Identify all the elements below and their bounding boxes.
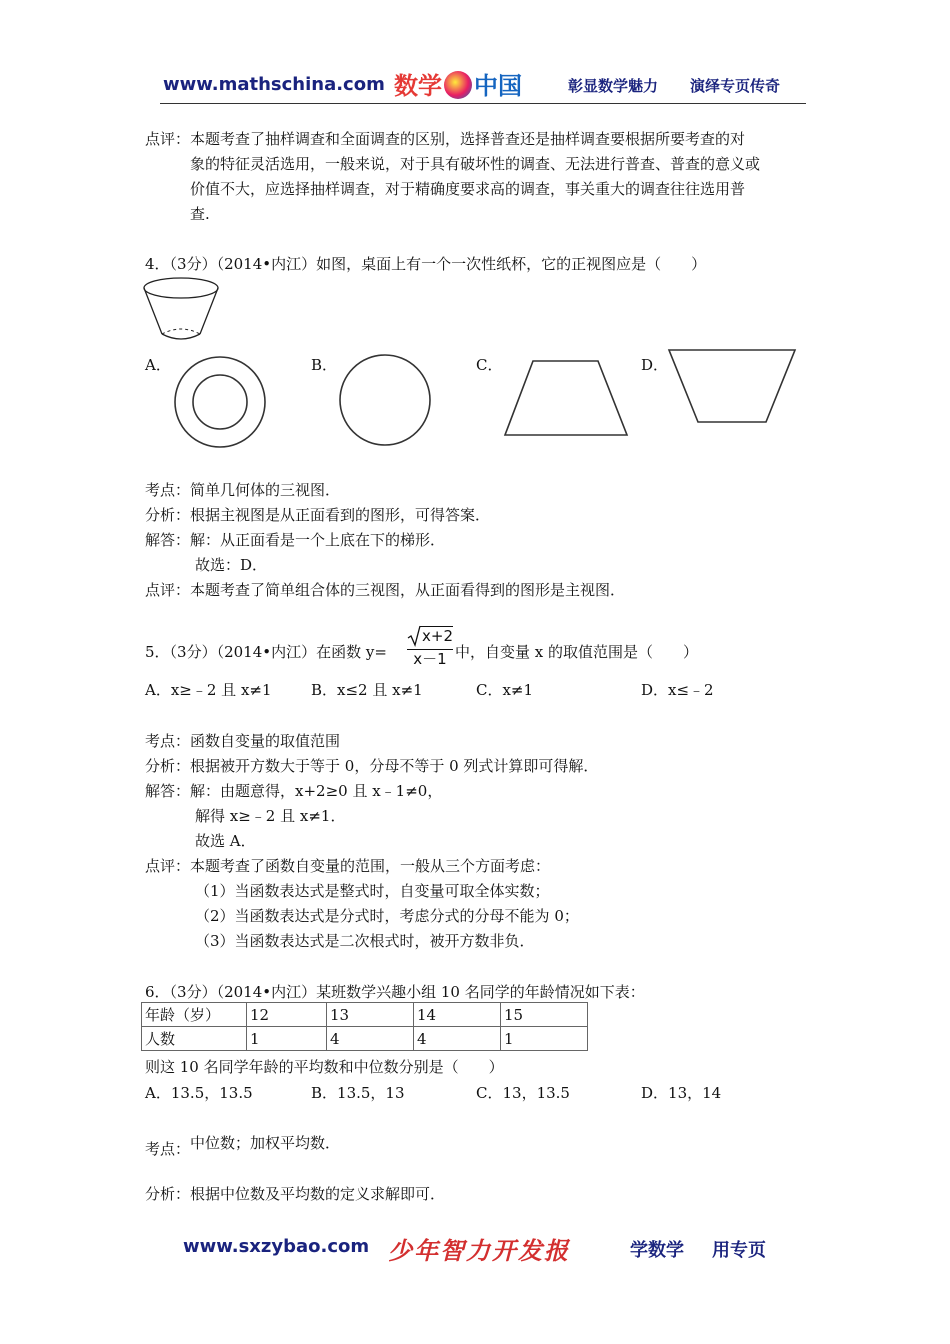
- logo-char-2: 学: [418, 72, 442, 100]
- q5-option-d[interactable]: D．x≤﹣2: [641, 681, 714, 699]
- q6-option-b[interactable]: B．13.5，13: [311, 1084, 405, 1102]
- q3-comment-label: 点评：: [145, 130, 191, 148]
- q5-jieda-line-2: 解得 x≥﹣2 且 x≠1．: [195, 807, 346, 825]
- table-row: [142, 1027, 588, 1051]
- q4-option-d-figure: [665, 346, 799, 426]
- q4-stem: 4．（3分）（2014•内江）如图，桌面上有一个一次性纸杯，它的正视图应是（ ）: [145, 255, 707, 273]
- q4-dianping-label: 点评：: [145, 581, 191, 599]
- table-cell: 4: [414, 1027, 501, 1051]
- globe-icon: [444, 71, 472, 99]
- q3-comment-line-3: 价值不大，应选择抽样调查，对于精确度要求高的调查，事关重大的调查往往选用普: [190, 180, 746, 198]
- logo-char-4: 国: [498, 72, 522, 100]
- q5-fenxi-label: 分析：: [145, 757, 191, 775]
- q5-kaodian-label: 考点：: [145, 732, 191, 750]
- q5-fenxi: 根据被开方数大于等于 0，分母不等于 0 列式计算即可得解．: [190, 757, 599, 775]
- q4-kaodian-label: 考点：: [145, 481, 191, 499]
- table-cell: 1: [247, 1027, 327, 1051]
- q4-jieda-line-1: 解：从正面看是一个上底在下的梯形．: [190, 531, 446, 549]
- q6-kaodian: 中位数；加权平均数．: [190, 1134, 341, 1152]
- site-logo: [394, 66, 522, 101]
- q4-fenxi-label: 分析：: [145, 506, 191, 524]
- header-slogan-2: 演绎专页传奇: [690, 77, 781, 95]
- table-cell: 15: [501, 1003, 588, 1027]
- q4-option-c-figure: [500, 357, 632, 439]
- q4-option-b-label[interactable]: B．: [311, 356, 338, 374]
- q4-jieda-line-2: 故选：D．: [195, 556, 268, 574]
- sqrt-icon: [407, 625, 421, 647]
- q6-option-c[interactable]: C．13，13.5: [476, 1084, 570, 1102]
- table-cell: 人数: [142, 1027, 247, 1051]
- q6-option-a[interactable]: A．13.5，13.5: [145, 1084, 253, 1102]
- q3-comment-line-2: 象的特征灵活选用，一般来说，对于具有破坏性的调查、无法进行普查、普查的意义或: [190, 155, 761, 173]
- q4-dianping: 本题考查了简单组合体的三视图，从正面看得到的图形是主视图．: [190, 581, 626, 599]
- q5-dianping: 本题考查了函数自变量的范围，一般从三个方面考虑：: [190, 857, 551, 875]
- table-cell: 年龄（岁）: [142, 1003, 247, 1027]
- q5-option-a[interactable]: A．x≥﹣2 且 x≠1: [145, 681, 272, 699]
- footer-word-1: 学数学: [630, 1240, 684, 1261]
- table-cell: 1: [501, 1027, 588, 1051]
- q3-comment-line-1: 本题考查了抽样调查和全面调查的区别，选择普查还是抽样调查要根据所要考查的对: [190, 130, 746, 148]
- table-cell: 14: [414, 1003, 501, 1027]
- q5-dianping-label: 点评：: [145, 857, 191, 875]
- table-cell: 12: [247, 1003, 327, 1027]
- q6-fenxi: 根据中位数及平均数的定义求解即可．: [190, 1185, 446, 1203]
- paper-cup-figure: [140, 274, 224, 346]
- logo-char-3: 中: [474, 72, 498, 100]
- q5-jieda-line-3: 故选 A．: [195, 832, 256, 850]
- q5-option-c[interactable]: C．x≠1: [476, 681, 534, 699]
- q6-question: 则这 10 名同学年龄的平均数和中位数分别是（ ）: [145, 1058, 504, 1076]
- q4-option-d-label[interactable]: D．: [641, 356, 669, 374]
- header-url[interactable]: www.mathschina.com: [163, 74, 385, 95]
- q5-fraction: [407, 625, 453, 668]
- table-row: [142, 1003, 588, 1027]
- q4-jieda-label: 解答：: [145, 531, 191, 549]
- q4-fenxi: 根据主视图是从正面看到的图形，可得答案．: [190, 506, 491, 524]
- q5-dianping-item-1: （1）当函数表达式是整式时，自变量可取全体实数；: [195, 882, 550, 900]
- footer-url[interactable]: www.sxzybao.com: [183, 1236, 370, 1257]
- q5-stem-pre: 5．（3分）（2014•内江）在函数 y=: [145, 643, 387, 661]
- q4-option-a-label[interactable]: A．: [145, 356, 171, 374]
- table-cell: 4: [327, 1027, 414, 1051]
- q6-fenxi-label: 分析：: [145, 1185, 191, 1203]
- q5-dianping-item-3: （3）当函数表达式是二次根式时，被开方数非负．: [195, 932, 535, 950]
- header-slogan-1: 彰显数学魅力: [568, 77, 659, 95]
- q5-stem-post: 中，自变量 x 的取值范围是（ ）: [455, 643, 698, 661]
- q4-option-c-label[interactable]: C．: [476, 356, 503, 374]
- q5-jieda-line-1: 解：由题意得，x+2≥0 且 x﹣1≠0，: [190, 782, 443, 800]
- q5-numerator: x+2: [422, 627, 453, 645]
- q5-denominator: x－1: [413, 650, 447, 668]
- table-cell: 13: [327, 1003, 414, 1027]
- q5-jieda-label: 解答：: [145, 782, 191, 800]
- q5-dianping-item-2: （2）当函数表达式是分式时，考虑分式的分母不能为 0；: [195, 907, 579, 925]
- age-table: [141, 1002, 588, 1051]
- q4-option-b-figure: [337, 354, 433, 450]
- q6-stem: 6．（3分）（2014•内江）某班数学兴趣小组 10 名同学的年龄情况如下表：: [145, 983, 645, 1001]
- q5-kaodian: 函数自变量的取值范围: [190, 732, 341, 750]
- q3-comment-line-4: 查.: [190, 205, 210, 223]
- header-divider: [160, 103, 806, 104]
- q6-option-d[interactable]: D．13，14: [641, 1084, 722, 1102]
- footer-brand: 少年智力开发报: [388, 1236, 570, 1265]
- q6-kaodian-label: 考点：: [145, 1140, 191, 1158]
- q4-kaodian: 简单几何体的三视图．: [190, 481, 341, 499]
- footer-word-2: 用专页: [712, 1240, 766, 1261]
- logo-char-1: 数: [394, 72, 418, 100]
- q4-option-a-figure: [172, 354, 268, 450]
- q5-option-b[interactable]: B．x≤2 且 x≠1: [311, 681, 423, 699]
